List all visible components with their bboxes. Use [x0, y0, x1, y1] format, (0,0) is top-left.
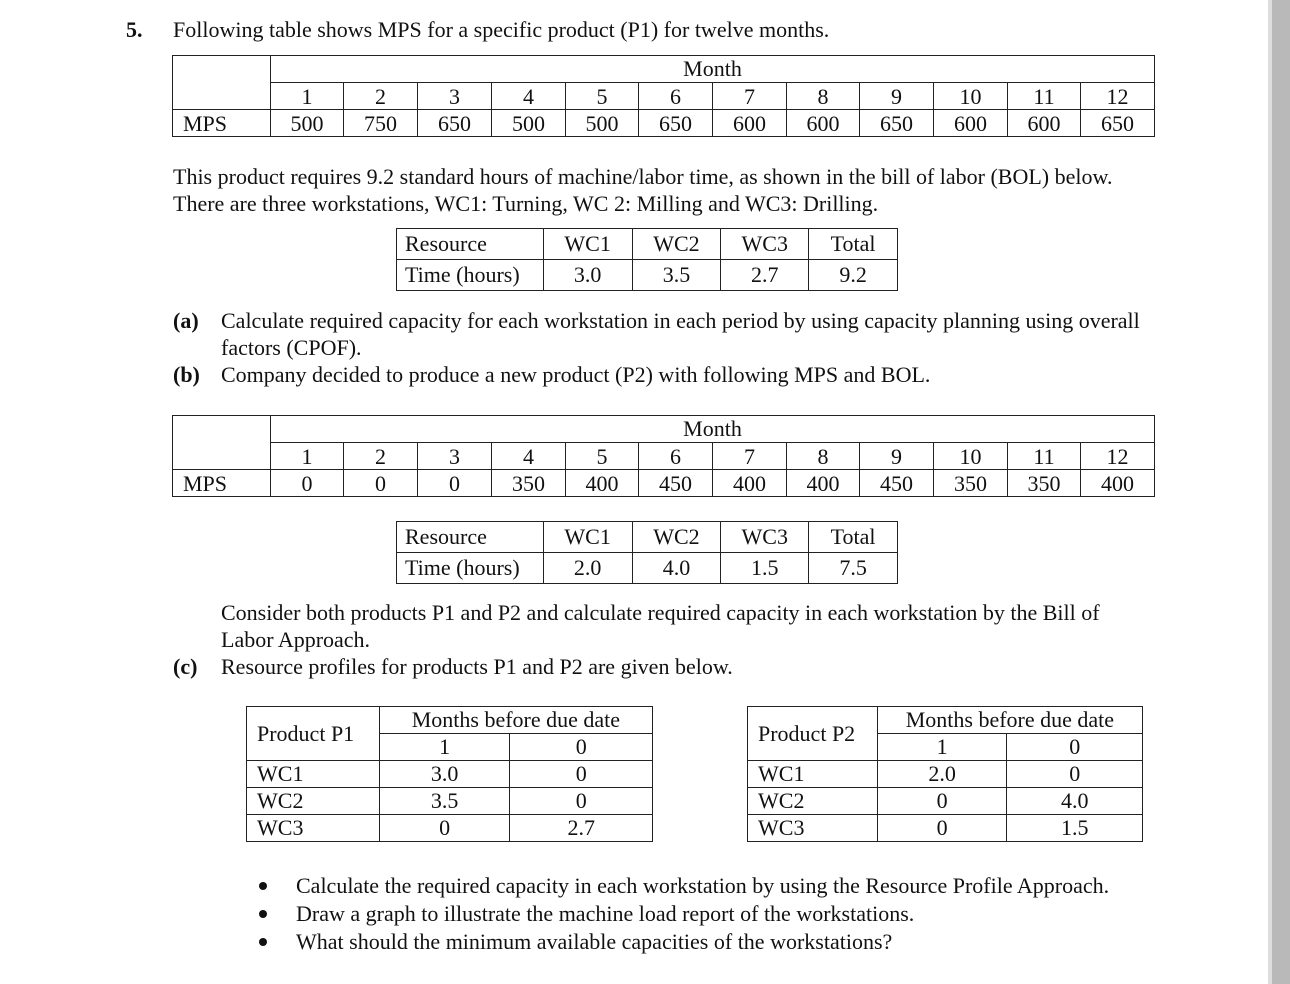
bol-value: 2.0: [543, 553, 632, 584]
month-cell: 11: [1008, 443, 1081, 470]
profile-wc: WC3: [748, 815, 878, 842]
mps-value: 600: [713, 110, 787, 137]
month-number-row: [173, 443, 1155, 470]
profile-wc: WC1: [247, 761, 380, 788]
mps-value: 0: [271, 470, 344, 497]
month-cell: 8: [787, 443, 860, 470]
mps-value: 400: [1081, 470, 1155, 497]
month-number-row: [173, 83, 1155, 110]
mps-value: 450: [639, 470, 713, 497]
month-cell: 5: [566, 443, 639, 470]
bol-value: 1.5: [721, 553, 809, 584]
mps-value: 650: [1081, 110, 1155, 137]
bol-header-wc3: WC3: [721, 229, 809, 260]
mps-value: 400: [566, 470, 639, 497]
month-cell: 2: [344, 443, 418, 470]
month-cell: 6: [639, 443, 713, 470]
profile-col-1: 1: [379, 734, 510, 761]
mps-value: 400: [787, 470, 860, 497]
month-cell: 4: [492, 83, 566, 110]
profile-value: 1.5: [1007, 815, 1143, 842]
profile-value: 0: [379, 815, 510, 842]
profile-wc: WC2: [748, 788, 878, 815]
mps-value: 350: [492, 470, 566, 497]
month-cell: 3: [418, 83, 492, 110]
part-a-label: (a): [173, 308, 199, 333]
profile-wc: WC3: [247, 815, 380, 842]
mps-corner-cell: [173, 56, 271, 110]
bol-time-label: Time (hours): [397, 553, 544, 584]
profile-row: [748, 788, 1143, 815]
profile-value: 0: [877, 788, 1007, 815]
month-cell: 10: [934, 443, 1008, 470]
bol-value: 3.5: [632, 260, 721, 291]
profile-header: Months before due date: [379, 707, 652, 734]
mps-value: 0: [344, 470, 418, 497]
month-cell: 12: [1081, 83, 1155, 110]
bol-header-total: Total: [809, 522, 898, 553]
bol-time-label: Time (hours): [397, 260, 544, 291]
mps-label: MPS: [173, 110, 271, 137]
part-c-label: (c): [173, 654, 198, 679]
profile-value: 0: [510, 761, 653, 788]
profile-value: 2.0: [877, 761, 1007, 788]
bullet-dot-icon: [259, 938, 267, 946]
part-a-line-2: factors (CPOF).: [221, 335, 362, 360]
bullet-dot-icon: [259, 882, 267, 890]
resource-profile-p1-table: [246, 706, 653, 842]
month-cell: 3: [418, 443, 492, 470]
month-cell: 7: [713, 443, 787, 470]
profile-value: 3.5: [379, 788, 510, 815]
mps-value: 600: [1008, 110, 1081, 137]
month-cell: 6: [639, 83, 713, 110]
consider-line-1: Consider both products P1 and P2 and calculate required capacity in each workstation by the Bill of: [221, 600, 1100, 625]
page-scroll-gutter: [1272, 0, 1290, 984]
profile-row: [247, 761, 653, 788]
part-b-label: (b): [173, 362, 200, 387]
profile-value: 0: [510, 788, 653, 815]
profile-value: 3.0: [379, 761, 510, 788]
profile-row: [247, 815, 653, 842]
bol-header-total: Total: [809, 229, 898, 260]
month-cell: 8: [787, 83, 860, 110]
part-c-text: Resource profiles for products P1 and P2 are given below.: [221, 654, 733, 679]
month-cell: 12: [1081, 443, 1155, 470]
p1-bol-time-row: [397, 260, 898, 291]
profile-product-title: Product P1: [247, 707, 380, 761]
month-header: Month: [271, 56, 1155, 83]
month-header: Month: [271, 416, 1155, 443]
mps-value: 500: [271, 110, 344, 137]
profile-product-title: Product P2: [748, 707, 878, 761]
bol-header-wc1: WC1: [543, 522, 632, 553]
bol-value: 4.0: [632, 553, 721, 584]
p2-mps-row: [173, 470, 1155, 497]
bullet-item-3: What should the minimum available capacities of the workstations?: [296, 929, 893, 954]
profile-row: [748, 761, 1143, 788]
mps-value: 600: [787, 110, 860, 137]
mps-value: 400: [713, 470, 787, 497]
profile-col-0: 0: [510, 734, 653, 761]
bol-header-row: [397, 522, 898, 553]
question-intro: Following table shows MPS for a specific product (P1) for twelve months.: [173, 17, 830, 42]
mps-value: 500: [566, 110, 639, 137]
bol-header-wc2: WC2: [632, 229, 721, 260]
p2-mps-table: [172, 415, 1155, 497]
profile-header: Months before due date: [877, 707, 1142, 734]
p1-mps-table: [172, 55, 1155, 137]
month-cell: 1: [271, 443, 344, 470]
month-cell: 1: [271, 83, 344, 110]
month-cell: 4: [492, 443, 566, 470]
month-cell: 9: [860, 443, 934, 470]
p1-bol-table: [396, 228, 898, 291]
bullet-item-1: Calculate the required capacity in each workstation by using the Resource Profile Approach.: [296, 873, 1110, 898]
profile-wc: WC2: [247, 788, 380, 815]
month-cell: 5: [566, 83, 639, 110]
bol-header-resource: Resource: [397, 522, 544, 553]
profile-value: 4.0: [1007, 788, 1143, 815]
mps-value: 0: [418, 470, 492, 497]
mps-value: 650: [639, 110, 713, 137]
mps-value: 600: [934, 110, 1008, 137]
mps-value: 450: [860, 470, 934, 497]
bol-header-row: [397, 229, 898, 260]
profile-col-1: 1: [877, 734, 1007, 761]
bol-header-wc2: WC2: [632, 522, 721, 553]
bullet-dot-icon: [259, 910, 267, 918]
bol-header-wc3: WC3: [721, 522, 809, 553]
mps-value: 750: [344, 110, 418, 137]
bol-text-line-2: There are three workstations, WC1: Turning, WC 2: Milling and WC3: Drilling.: [173, 191, 879, 216]
profile-value: 2.7: [510, 815, 653, 842]
p2-bol-time-row: [397, 553, 898, 584]
consider-line-2: Labor Approach.: [221, 627, 371, 652]
profile-wc: WC1: [748, 761, 878, 788]
mps-corner-cell: [173, 416, 271, 470]
p1-mps-row: [173, 110, 1155, 137]
bol-value: 3.0: [543, 260, 632, 291]
bol-header-resource: Resource: [397, 229, 544, 260]
month-cell: 2: [344, 83, 418, 110]
month-cell: 11: [1008, 83, 1081, 110]
profile-col-0: 0: [1007, 734, 1143, 761]
part-b-text: Company decided to produce a new product (P2) with following MPS and BOL.: [221, 362, 931, 387]
bullet-item-2: Draw a graph to illustrate the machine load report of the workstations.: [296, 901, 915, 926]
month-cell: 9: [860, 83, 934, 110]
profile-row: [748, 815, 1143, 842]
resource-profile-p2-table: [747, 706, 1143, 842]
bol-text-line-1: This product requires 9.2 standard hours of machine/labor time, as shown in the bill of labor (BOL) below.: [173, 164, 1113, 189]
mps-value: 350: [1008, 470, 1081, 497]
mps-value: 350: [934, 470, 1008, 497]
mps-label: MPS: [173, 470, 271, 497]
month-cell: 10: [934, 83, 1008, 110]
profile-row: [247, 788, 653, 815]
part-a-line-1: Calculate required capacity for each workstation in each period by using capacity planning using overall: [221, 308, 1140, 333]
bol-header-wc1: WC1: [543, 229, 632, 260]
bol-value: 7.5: [809, 553, 898, 584]
mps-value: 500: [492, 110, 566, 137]
mps-value: 650: [418, 110, 492, 137]
question-number: 5.: [126, 17, 143, 42]
p2-bol-table: [396, 521, 898, 584]
profile-value: 0: [877, 815, 1007, 842]
mps-value: 650: [860, 110, 934, 137]
profile-value: 0: [1007, 761, 1143, 788]
bol-value: 9.2: [809, 260, 898, 291]
bol-value: 2.7: [721, 260, 809, 291]
month-cell: 7: [713, 83, 787, 110]
